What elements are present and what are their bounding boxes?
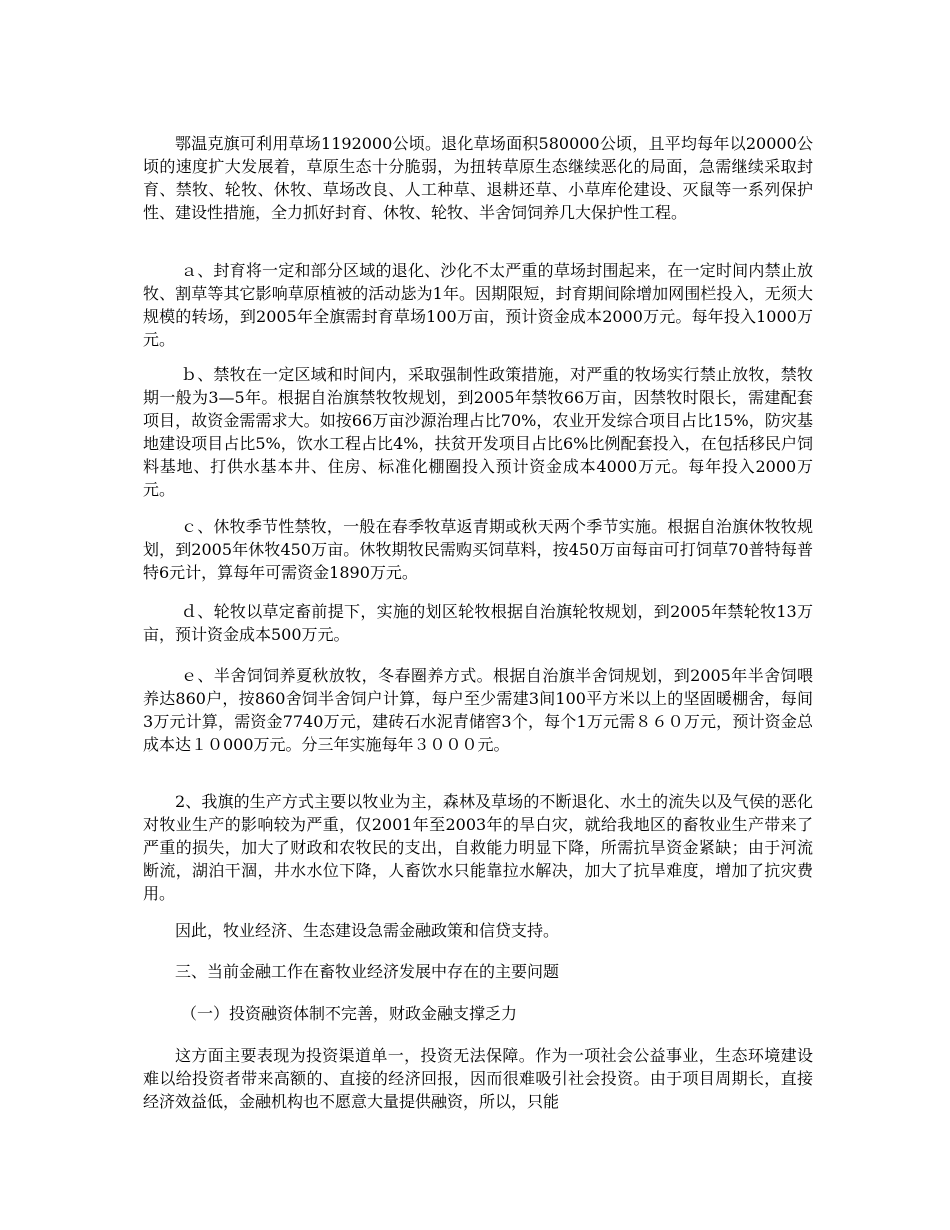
paragraph-item-e-semi-housing: ｅ、半舍饲饲养夏秋放牧，冬春圈养方式。根据自治旗半舍饲规划，到2005年半舍饲喂养达860户，按860舍饲半舍饲户计算，每户至少需建3间100平方米以上的坚固暖棚舍，每间3万元计算，需资金7740万元，建砖石水泥青储窖3个，每个1万元需８６０万元，预计资金总成本达１０000万元。分三年实施每年３０００元。 [143,666,813,754]
paragraph-production-mode: 2、我旗的生产方式主要以牧业为主，森林及草场的不断退化、水土的流失以及气侯的恶化对牧业生产的影响较为严重，仅2001年至2003年的旱白灾，就给我地区的畜牧业生产带来了严重的损失，加大了财政和农牧民的支出，自救能力明显下降，所需抗旱资金紧缺；由于河流断流，湖泊干涸，井水水位下降，人畜饮水只能靠拉水解决，加大了抗旱难度，增加了抗灾费用。 [143,792,813,903]
paragraph-investment-issues: 这方面主要表现为投资渠道单一，投资无法保障。作为一项社会公益事业，生态环境建设难以给投资者带来高额的、直接的经济回报，因而很难吸引社会投资。由于项目周期长，直接经济效益低，金融机构也不愿意大量提供融资，所以，只能 [143,1046,813,1111]
section-heading-three: 三、当前金融工作在畜牧业经济发展中存在的主要问题 [175,962,560,981]
subsection-heading-one: （一）投资融资体制不完善，财政金融支撑乏力 [181,1004,518,1023]
paragraph-grassland-intro: 鄂温克旗可利用草场1192000公顷。退化草场面积580000公顷，且平均每年以20000公顷的速度扩大发展着，草原生态十分脆弱，为扭转草原生态继续恶化的局面，急需继续采取封育、禁牧、轮牧、休牧、草场改良、人工种草、退耕还草、小草库伦建设、灭鼠等一系列保护性、建设性措施，全力抓好封育、休牧、轮牧、半舍饲饲养几大保护性工程。 [143,134,813,222]
paragraph-conclusion: 因此，牧业经济、生态建设急需金融政策和信贷支持。 [175,921,560,940]
paragraph-item-a-enclosure: ａ、封育将一定和部分区域的退化、沙化不太严重的草场封围起来，在一定时间内禁止放牧、割草等其它影响草原植被的活动毖为1年。因期限短，封育期间除增加网围栏投入，无须大规模的转场，到2005年全旗需封育草场100万亩，预计资金成本2000万元。每年投入1000万元。 [143,261,813,349]
paragraph-item-c-seasonal-ban: ｃ、休牧季节性禁牧，一般在春季牧草返青期或秋天两个季节实施。根据自治旗休牧牧规划，到2005年休牧450万亩。休牧期牧民需购买饲草料，按450万亩每亩可打饲草70普特每普特6元计，算每年可需资金1890万元。 [143,517,813,582]
paragraph-item-d-rotation: ｄ、轮牧以草定畜前提下，实施的划区轮牧根据自治旗轮牧规划，到2005年禁轮牧13万亩，预计资金成本500万元。 [143,602,813,644]
paragraph-item-b-grazing-ban: ｂ、禁牧在一定区域和时间内，采取强制性政策措施，对严重的牧场实行禁止放牧，禁牧期一般为3—5年。根据自治旗禁牧牧规划，到2005年禁牧66万亩，因禁牧时限长，需建配套项目，故资金需需求大。如按66万亩沙源治理占比70%，农业开发综合项目占比15%，防灾基地建设项目占比5%，饮水工程占比4%，扶贫开发项目占比6%比例配套投入，在包括移民户饲料基地、打供水基本井、住房、标准化棚圈投入预计资金成本4000万元。每年投入2000万元。 [143,365,813,499]
